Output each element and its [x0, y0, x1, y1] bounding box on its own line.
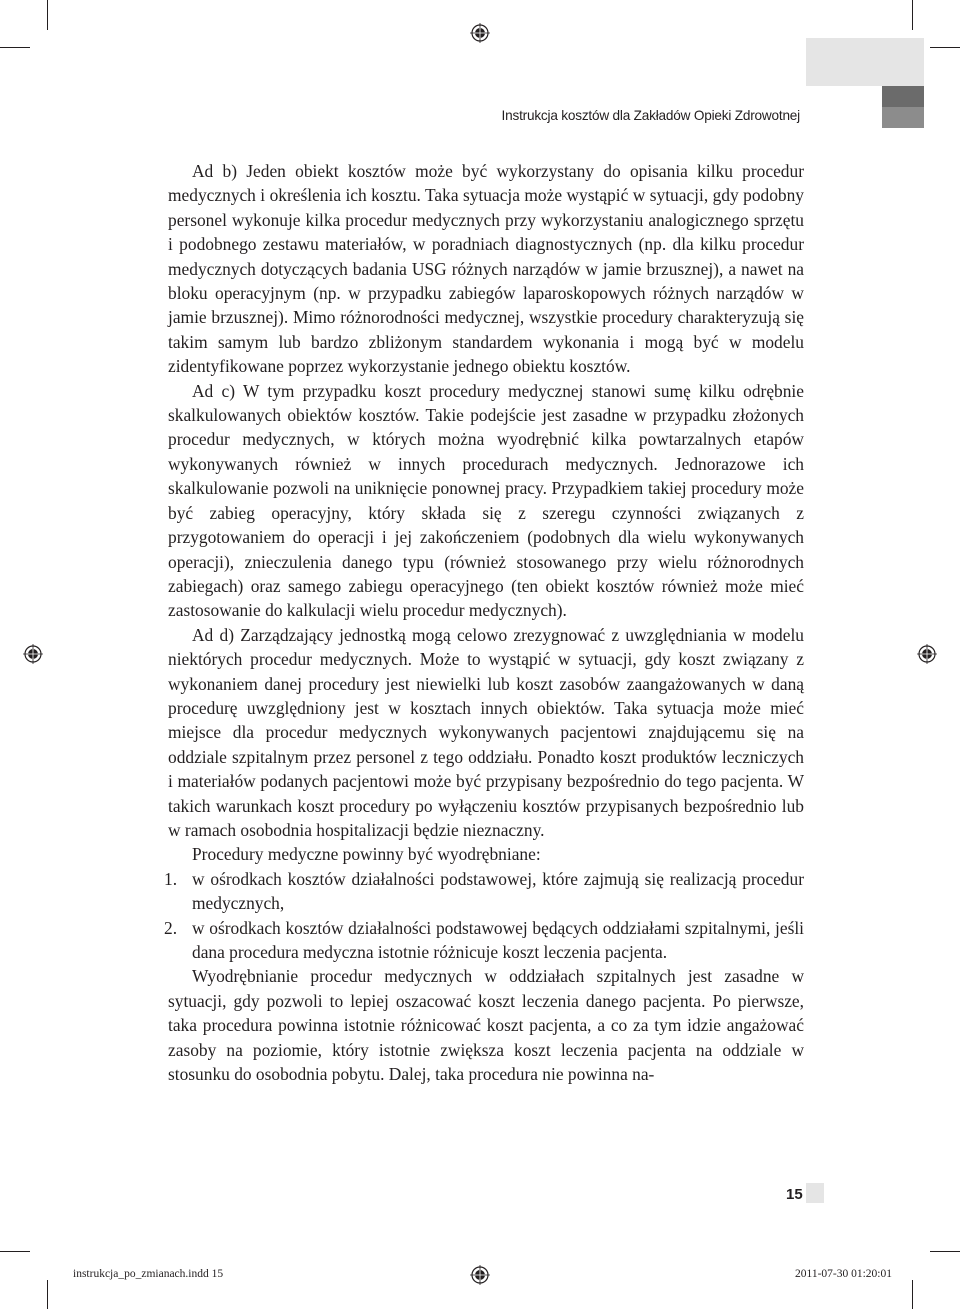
header-tab-block: [806, 38, 924, 86]
list-item-text: w ośrodkach kosztów działalności podstawowej będących oddziałami szpitalnymi, jeśli dana procedura medyczna istotnie różnicuje koszt leczenia pacjenta.: [192, 917, 804, 962]
paragraph: Procedury medyczne powinny być wyodrębniane:: [192, 844, 541, 865]
page-number: 15: [786, 1186, 803, 1203]
slug-filename: instrukcja_po_zmianach.indd 15: [73, 1268, 224, 1280]
crop-mark: [47, 0, 48, 30]
crop-mark: [0, 47, 30, 48]
list-item-number: 2.: [164, 917, 178, 938]
registration-mark-icon: [470, 23, 490, 43]
running-head: Instrukcja kosztów dla Zakładów Opieki Zdrowotnej: [501, 108, 800, 123]
numbered-list: [164, 867, 804, 965]
crop-mark: [930, 47, 960, 48]
registration-mark-icon: [917, 644, 937, 664]
page-number-block: [806, 1183, 824, 1203]
paragraph: Wyodrębnianie procedur medycznych w oddziałach szpitalnych jest zasadne w sytuacji, gdy pozwoli to lepiej oszacować koszt leczenia danego pacjenta. Po pierwsze, taka procedura powinna istotnie różnicować koszt pacjenta, a co za tym idzie angażować zasoby na poziomie, który istotnie zwiększa koszt leczenia pacjenta na oddziale w stosunku do osobodnia pobytu. Dalej, taka procedura nie powinna na-: [168, 966, 804, 1085]
paragraph: Ad b) Jeden obiekt kosztów może być wykorzystany do opisania kilku procedur medycznych i określenia ich kosztu. Taka sytuacja może wystąpić w sytuacji, gdy podobny personel wykonuje kilka procedur medycznych przy wykorzystaniu analogicznego sprzętu i podobnego zestawu materiałów, w poradniach diagnostycznych (np. dla kilku procedur medycznych dotyczących badania USG różnych narządów w jamie brzusznej), a nawet na bloku operacyjnym (np. w przypadku zabiegów laparoskopowych różnych narządów w jamie brzusznej). Mimo różnorodności medycznej, wszystkie procedury charakteryzują się takim samym lub bardzo zbliżonym standardem wykonania i mogą być w modelu zidentyfikowane poprzez wykorzystanie jednego obiektu kosztów.: [168, 161, 804, 377]
slug-datetime: 2011-07-30 01:20:01: [795, 1268, 892, 1280]
list-item: [164, 916, 804, 965]
list-item-text: w ośrodkach kosztów działalności podstawowej, które zajmują się realizacją procedur medycznych,: [192, 868, 804, 914]
crop-mark: [930, 1251, 960, 1252]
crop-mark: [912, 1280, 913, 1309]
body-text: [164, 159, 804, 1086]
list-item: [164, 867, 804, 916]
crop-mark: [912, 0, 913, 30]
header-tab-block: [882, 86, 924, 107]
registration-mark-icon: [470, 1265, 490, 1285]
paragraph: Ad d) Zarządzający jednostką mogą celowo zrezygnować z uwzględniania w modelu niektórych procedur medycznych. Może to wystąpić w sytuacji, gdy koszt związany z wykonaniem danej procedury jest niewielki lub koszt zasobów zaangażowanych w daną procedurę uwzględniony jest w kosztach innych obiektów. Taka sytuacja może mieć miejsce dla procedur medycznych wykonywanych pacjentowi znajdującemu się na oddziale szpitalnym przez personel z tego oddziału. Ponadto koszt produktów leczniczych i materiałów podanych pacjentowi może być przypisany bezpośrednio do tego pacjenta. W takich warunkach koszt procedury po wyłączeniu kosztów przypisanych bezpośrednio lub w ramach osobodnia hospitalizacji będzie nieznaczny.: [168, 624, 804, 840]
registration-mark-icon: [23, 644, 43, 664]
crop-mark: [47, 1280, 48, 1309]
list-item-number: 1.: [164, 868, 178, 889]
paragraph: Ad c) W tym przypadku koszt procedury medycznej stanowi sumę kilku odrębnie skalkulowanych obiektów kosztów. Takie podejście jest zasadne w przypadku złożonych procedur medycznych, w których można wyodrębnić kilka powtarzalnych etapów wykonywanych również w innych procedurach medycznych. Jednorazowe ich skalkulowanie pozwoli na uniknięcie ponownej pracy. Przypadkiem takiej procedury może być zabieg operacyjny, który składa się z szeregu czynności związanych z przygotowaniem do operacji i jej zakończeniem (podobnych dla wielu wykonywanych operacji), znieczulenia danego typu (również stosowanego przy wielu różnorodnych zabiegach) oraz samego zabiegu operacyjnego (ten obiekt kosztów również może mieć zastosowanie do kalkulacji wielu procedur medycznych).: [168, 380, 804, 621]
crop-mark: [0, 1251, 30, 1252]
